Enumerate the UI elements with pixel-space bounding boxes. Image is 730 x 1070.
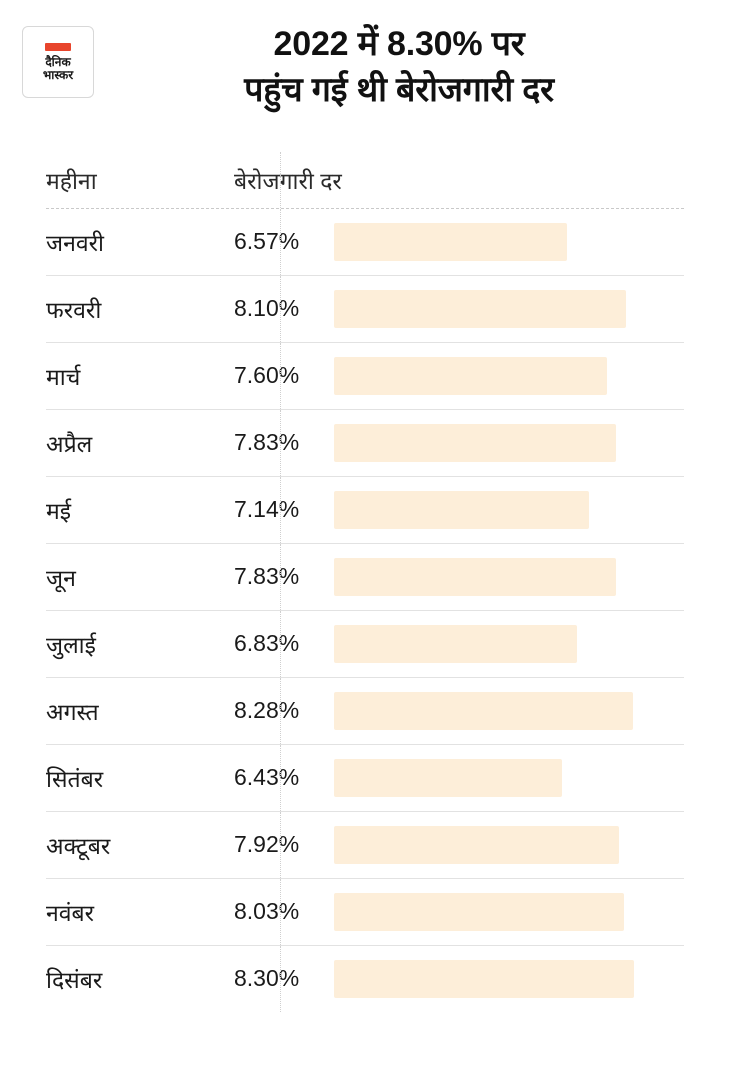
row-label: फरवरी (46, 296, 102, 323)
header (0, 0, 730, 114)
row-bar (334, 290, 626, 328)
column-divider (280, 152, 282, 208)
column-divider (280, 276, 282, 342)
row-value: 7.14% (234, 496, 300, 523)
row-label: जनवरी (46, 229, 104, 256)
row-label: मई (46, 497, 72, 524)
row-value-wrap (234, 491, 684, 529)
row-label: नवंबर (46, 899, 95, 926)
row-label: जुलाई (46, 631, 96, 658)
column-divider (280, 410, 282, 476)
column-header-rate-wrap (234, 164, 684, 196)
row-bar (334, 491, 589, 529)
row-value-wrap (234, 625, 684, 663)
row-bar (334, 223, 567, 261)
logo-line1: दैनिक (45, 54, 71, 69)
brand-logo (22, 26, 94, 98)
table-row (46, 477, 684, 544)
table-row (46, 678, 684, 745)
row-value-wrap (234, 357, 684, 395)
row-label: मार्च (46, 363, 81, 390)
row-value: 6.57% (234, 228, 300, 255)
table-row (46, 812, 684, 879)
column-divider (280, 477, 282, 543)
row-value: 8.03% (234, 898, 300, 925)
column-header-month: महीना (46, 167, 97, 194)
row-value: 6.83% (234, 630, 300, 657)
row-value-wrap (234, 223, 684, 261)
row-value-wrap (234, 759, 684, 797)
table-row (46, 745, 684, 812)
table-row (46, 343, 684, 410)
column-divider (280, 946, 282, 1012)
row-value: 8.28% (234, 697, 300, 724)
row-bar (334, 424, 616, 462)
row-bar (334, 893, 624, 931)
row-value-wrap (234, 290, 684, 328)
row-bar (334, 625, 577, 663)
row-label: अक्टूबर (46, 832, 111, 859)
row-bar (334, 960, 634, 998)
row-value-wrap (234, 826, 684, 864)
row-label: दिसंबर (46, 966, 103, 993)
row-bar (334, 692, 633, 730)
column-divider (280, 879, 282, 945)
table-row (46, 611, 684, 678)
row-value: 8.10% (234, 295, 300, 322)
table-row (46, 946, 684, 1012)
row-value-wrap (234, 692, 684, 730)
page-title (94, 22, 702, 114)
row-bar (334, 826, 619, 864)
row-bar (334, 558, 616, 596)
column-header-rate: बेरोजगारी दर (234, 167, 342, 194)
title-line-2: पहुंच गई थी बेरोजगारी दर (244, 70, 554, 109)
row-value: 8.30% (234, 965, 300, 992)
column-divider (280, 745, 282, 811)
row-bar (334, 357, 607, 395)
row-bar (334, 759, 562, 797)
row-label: जून (46, 564, 76, 591)
column-divider (280, 544, 282, 610)
logo-bar-icon (45, 43, 71, 51)
unemployment-table (46, 152, 684, 1012)
row-value: 6.43% (234, 764, 300, 791)
row-label: सितंबर (46, 765, 104, 792)
row-value-wrap (234, 893, 684, 931)
row-label: अगस्त (46, 698, 99, 725)
table-row (46, 879, 684, 946)
table-row (46, 209, 684, 276)
table-row (46, 410, 684, 477)
row-value-wrap (234, 960, 684, 998)
row-value-wrap (234, 424, 684, 462)
column-divider (280, 209, 282, 275)
row-label: अप्रैल (46, 430, 93, 457)
column-divider (280, 678, 282, 744)
column-divider (280, 611, 282, 677)
logo-line2: भास्कर (42, 67, 74, 82)
table-row (46, 276, 684, 343)
table-header-row (46, 152, 684, 209)
row-value-wrap (234, 558, 684, 596)
row-value: 7.83% (234, 429, 300, 456)
row-value: 7.60% (234, 362, 300, 389)
table-row (46, 544, 684, 611)
row-value: 7.83% (234, 563, 300, 590)
column-divider (280, 343, 282, 409)
row-value: 7.92% (234, 831, 300, 858)
title-line-1: 2022 में 8.30% पर (273, 25, 525, 63)
column-divider (280, 812, 282, 878)
